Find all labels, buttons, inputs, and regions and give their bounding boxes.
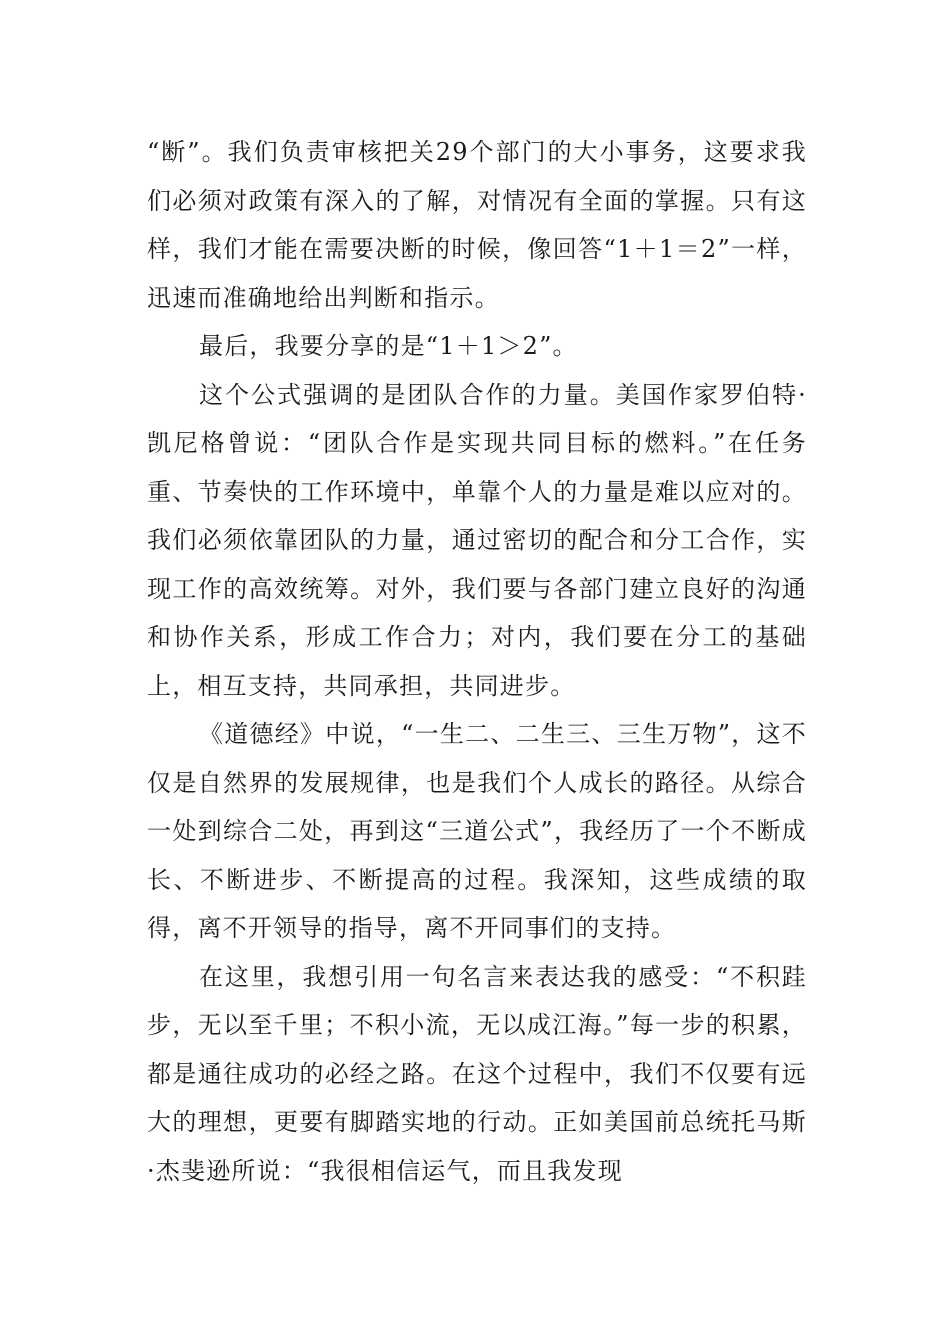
- paragraph-5: 在这里，我想引用一句名言来表达我的感受：“不积跬步，无以至千里；不积小流，无以成江海。”每一步的积累，都是通往成功的必经之路。在这个过程中，我们不仅要有远大的理想，更要有脚踏实地的行动。正如美国前总统托马斯·杰斐逊所说：“我很相信运气，而且我发现: [147, 962, 807, 1185]
- paragraph-4: 《道德经》中说，“一生二、二生三、三生万物”，这不仅是自然界的发展规律，也是我们个人成长的路径。从综合一处到综合二处，再到这“三道公式”，我经历了一个不断成长、不断进步、不断提高的过程。我深知，这些成绩的取得，离不开领导的指导，离不开同事们的支持。: [147, 720, 807, 942]
- paragraph-3: 这个公式强调的是团队合作的力量。美国作家罗伯特·凯尼格曾说：“团队合作是实现共同目标的燃料。”在任务重、节奏快的工作环境中，单靠个人的力量是难以应对的。我们必须依靠团队的力量，通过密切的配合和分工合作，实现工作的高效统筹。对外，我们要与各部门建立良好的沟通和协作关系，形成工作合力；对内，我们要在分工的基础上，相互支持，共同承担，共同进步。: [147, 380, 807, 700]
- paragraph-1: “断”。我们负责审核把关29个部门的大小事务，这要求我们必须对政策有深入的了解，对情况有全面的掌握。只有这样，我们才能在需要决断的时候，像回答“1＋1＝2”一样，迅速而准确地给出判断和指示。: [147, 138, 807, 312]
- document-body: [147, 128, 807, 1195]
- paragraph-2: 最后，我要分享的是“1＋1＞2”。: [199, 332, 578, 360]
